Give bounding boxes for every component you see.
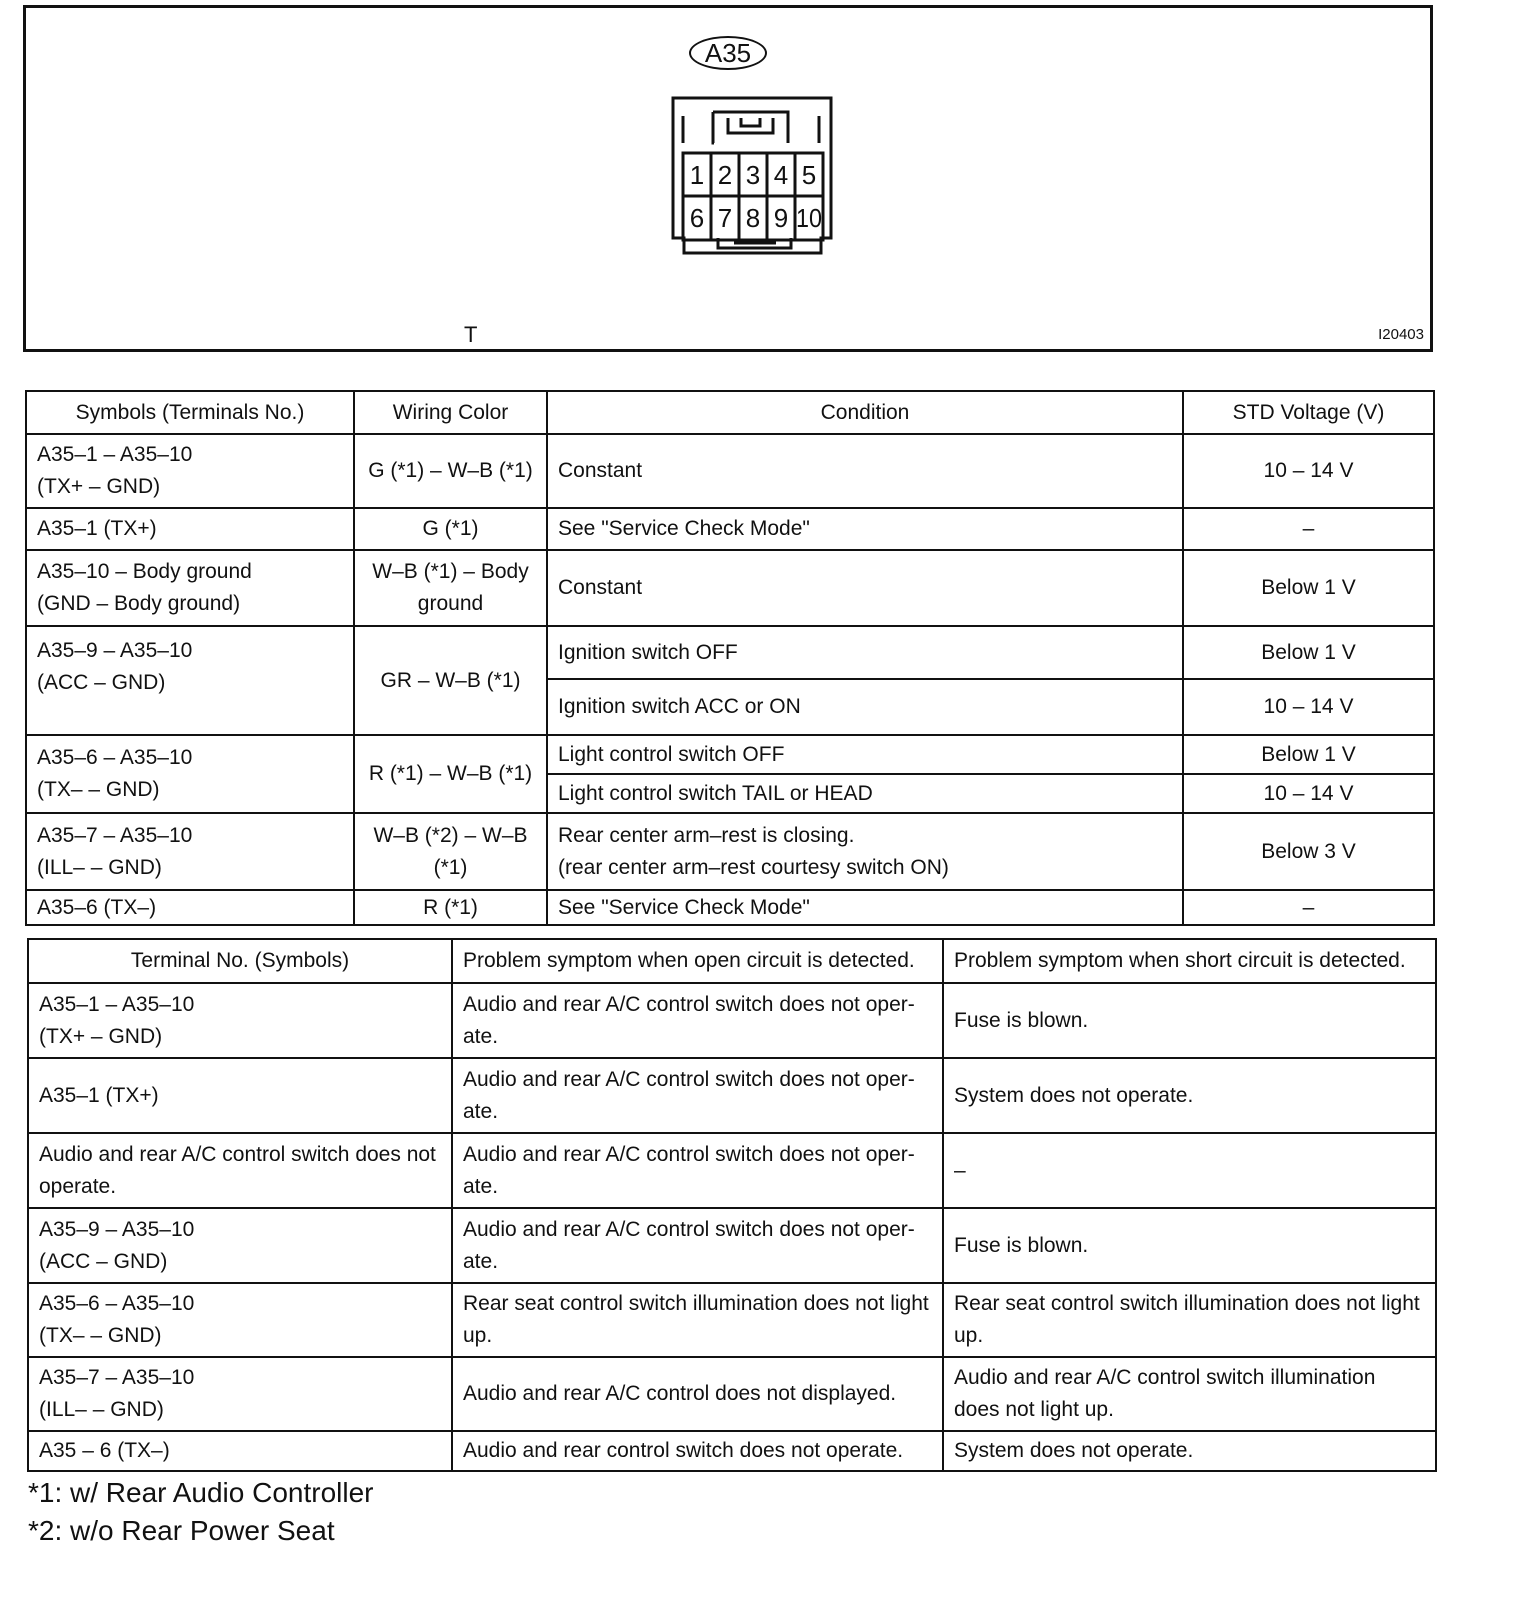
terminal-cell: A35–1 – A35–10 (TX+ – GND): [28, 983, 452, 1058]
symptom-table-header: [28, 939, 1436, 983]
connector-figure: [23, 5, 1433, 352]
table-row: [26, 890, 1434, 925]
voltage-table-header: [26, 391, 1434, 434]
terminal-cell: A35–7 – A35–10 (ILL– – GND): [28, 1357, 452, 1431]
voltage-cell: Below 3 V: [1183, 813, 1434, 890]
voltage-cell: Below 1 V: [1183, 626, 1434, 679]
table-row: [26, 626, 1434, 679]
terminal-7: 7: [717, 203, 733, 233]
connector-diagram: [646, 88, 836, 270]
voltage-cell: –: [1183, 508, 1434, 550]
wiring-cell: R (*1): [354, 890, 547, 925]
footnote-1: *1: w/ Rear Audio Controller: [28, 1477, 374, 1508]
table-row: [26, 735, 1434, 774]
open-circuit-cell: Audio and rear control switch does not operate.: [452, 1431, 943, 1471]
terminal-cell: A35–9 – A35–10 (ACC – GND): [28, 1208, 452, 1283]
condition-cell: Ignition switch ACC or ON: [547, 679, 1183, 735]
voltage-cell: Below 1 V: [1183, 735, 1434, 774]
condition-cell: See "Service Check Mode": [547, 890, 1183, 925]
condition-cell: See "Service Check Mode": [547, 508, 1183, 550]
wiring-cell: G (*1) – W–B (*1): [354, 434, 547, 508]
terminal-8: 8: [745, 203, 761, 233]
table-row: [28, 1357, 1436, 1431]
table-row: [28, 1431, 1436, 1471]
condition-cell: Ignition switch OFF: [547, 626, 1183, 679]
open-circuit-cell: Audio and rear A/C control switch does not oper-ate.: [452, 1133, 943, 1208]
short-circuit-cell: System does not operate.: [943, 1431, 1436, 1471]
header-open-circuit: Problem symptom when open circuit is detected.: [452, 939, 943, 983]
terminal-2: 2: [717, 160, 733, 190]
condition-cell: Constant: [547, 550, 1183, 626]
terminal-3: 3: [745, 160, 761, 190]
open-circuit-cell: Rear seat control switch illumination does not light up.: [452, 1283, 943, 1357]
open-circuit-cell: Audio and rear A/C control does not displayed.: [452, 1357, 943, 1431]
voltage-cell: 10 – 14 V: [1183, 434, 1434, 508]
terminal-cell: A35–1 (TX+): [28, 1058, 452, 1133]
table-row: [28, 983, 1436, 1058]
wiring-cell: G (*1): [354, 508, 547, 550]
condition-cell: Light control switch TAIL or HEAD: [547, 774, 1183, 813]
symbol-cell: A35–1 (TX+): [26, 508, 354, 550]
table-row: [26, 813, 1434, 890]
condition-cell: Light control switch OFF: [547, 735, 1183, 774]
short-circuit-cell: Audio and rear A/C control switch illumination does not light up.: [943, 1357, 1436, 1431]
voltage-cell: 10 – 14 V: [1183, 679, 1434, 735]
table-row: [26, 550, 1434, 626]
condition-cell: Constant: [547, 434, 1183, 508]
short-circuit-cell: Rear seat control switch illumination does not light up.: [943, 1283, 1436, 1357]
terminal-10: 10: [796, 203, 822, 233]
terminal-9: 9: [773, 203, 789, 233]
header-short-circuit: Problem symptom when short circuit is detected.: [943, 939, 1436, 983]
header-symbols: Symbols (Terminals No.): [26, 391, 354, 434]
symbol-cell: A35–6 – A35–10 (TX– – GND): [26, 735, 354, 813]
open-circuit-cell: Audio and rear A/C control switch does not oper-ate.: [452, 1058, 943, 1133]
terminal-cell: A35 – 6 (TX–): [28, 1431, 452, 1471]
wiring-cell: R (*1) – W–B (*1): [354, 735, 547, 813]
open-circuit-cell: Audio and rear A/C control switch does not oper-ate.: [452, 983, 943, 1058]
wiring-cell: W–B (*1) – Body ground: [354, 550, 547, 626]
wiring-cell: GR – W–B (*1): [354, 626, 547, 735]
short-circuit-cell: Fuse is blown.: [943, 1208, 1436, 1283]
table-row: [28, 1208, 1436, 1283]
table-row: [28, 1133, 1436, 1208]
symbol-cell: A35–6 (TX–): [26, 890, 354, 925]
table-row: [28, 1283, 1436, 1357]
header-std-voltage: STD Voltage (V): [1183, 391, 1434, 434]
voltage-cell: 10 – 14 V: [1183, 774, 1434, 813]
connector-side-label: T: [464, 322, 478, 347]
table-row: [26, 508, 1434, 550]
symbol-cell: A35–7 – A35–10 (ILL– – GND): [26, 813, 354, 890]
header-wiring-color: Wiring Color: [354, 391, 547, 434]
symbol-cell: A35–1 – A35–10 (TX+ – GND): [26, 434, 354, 508]
condition-cell: Rear center arm–rest is closing. (rear center arm–rest courtesy switch ON): [547, 813, 1183, 890]
connector-label: A35: [689, 36, 767, 70]
header-condition: Condition: [547, 391, 1183, 434]
symbol-cell: A35–10 – Body ground (GND – Body ground): [26, 550, 354, 626]
wiring-cell: W–B (*2) – W–B (*1): [354, 813, 547, 890]
footnote-2: *2: w/o Rear Power Seat: [28, 1515, 335, 1546]
symptom-table: [27, 938, 1437, 1472]
table-row: [28, 1058, 1436, 1133]
short-circuit-cell: System does not operate.: [943, 1058, 1436, 1133]
terminal-cell: A35–6 – A35–10 (TX– – GND): [28, 1283, 452, 1357]
figure-id: I20403: [1378, 326, 1424, 343]
symbol-cell: A35–9 – A35–10 (ACC – GND): [26, 626, 354, 735]
terminal-5: 5: [801, 160, 817, 190]
terminal-6: 6: [689, 203, 705, 233]
terminal-4: 4: [773, 160, 789, 190]
table-row: [26, 434, 1434, 508]
terminal-1: 1: [689, 160, 705, 190]
connector-latch: [683, 112, 819, 143]
header-terminal: Terminal No. (Symbols): [28, 939, 452, 983]
short-circuit-cell: –: [943, 1133, 1436, 1208]
voltage-cell: Below 1 V: [1183, 550, 1434, 626]
open-circuit-cell: Audio and rear A/C control switch does not oper-ate.: [452, 1208, 943, 1283]
voltage-cell: –: [1183, 890, 1434, 925]
short-circuit-cell: Fuse is blown.: [943, 983, 1436, 1058]
terminal-cell: Audio and rear A/C control switch does not operate.: [28, 1133, 452, 1208]
voltage-table: [25, 390, 1435, 926]
